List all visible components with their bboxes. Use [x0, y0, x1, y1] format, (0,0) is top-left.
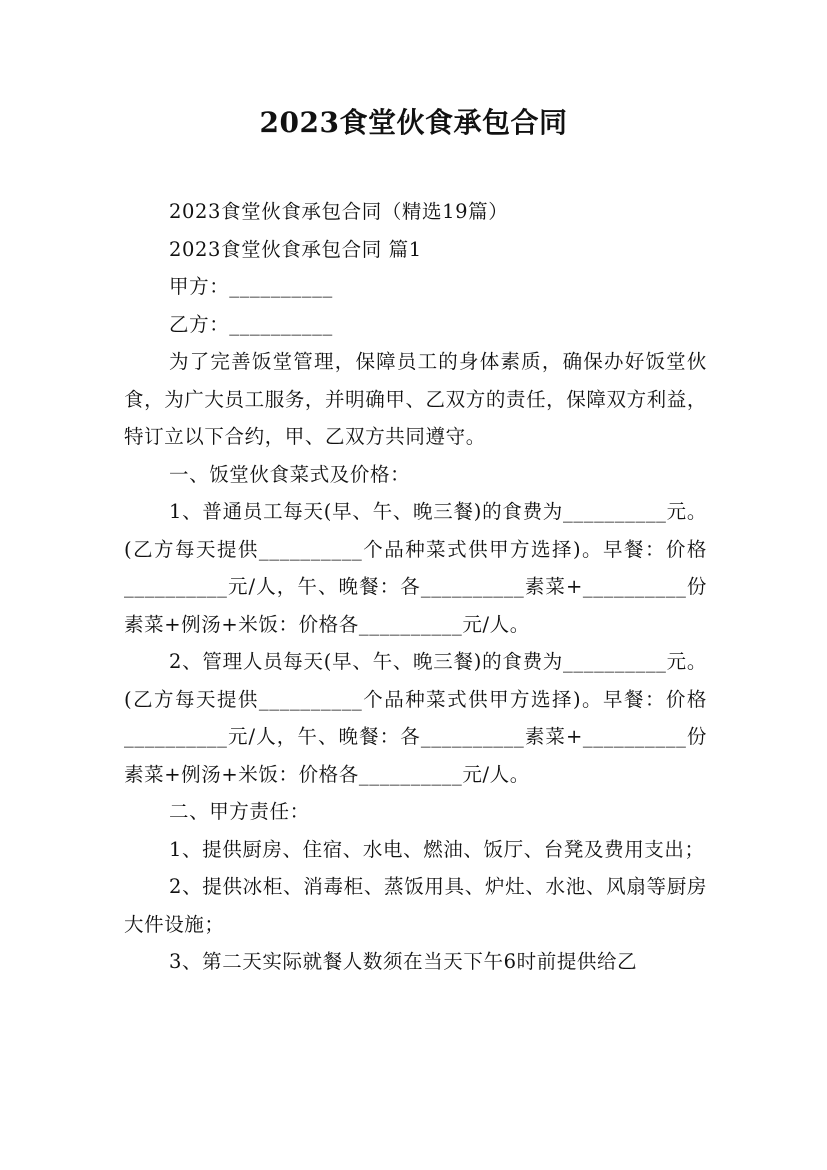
document-body: [124, 193, 707, 981]
section-2-item-1: 1、提供厨房、住宿、水电、燃油、饭厅、台凳及费用支出；: [169, 837, 705, 861]
section-2-item-3: 3、第二天实际就餐人数须在当天下午6时前提供给乙: [169, 950, 638, 973]
intro-paragraph: 为了完善饭堂管理，保障员工的身体素质，确保办好饭堂伙食，为广大员工服务，并明确甲、乙双方的责任，保障双方利益，特订立以下合约，甲、乙双方共同遵守。: [124, 350, 707, 448]
document-title: 2023食堂伙食承包合同: [259, 106, 568, 139]
party-a-line: 甲方：__________: [169, 275, 333, 298]
section-1-heading: 一、饭堂伙食菜式及价格：: [169, 462, 411, 486]
part-heading: 2023食堂伙食承包合同 篇1: [169, 237, 422, 261]
section-2-item-2: 2、提供冰柜、消毒柜、蒸饭用具、炉灶、水池、风扇等厨房大件设施；: [124, 875, 707, 936]
document-subtitle: 2023食堂伙食承包合同（精选19篇）: [169, 200, 509, 223]
section-1-item-2: 2、管理人员每天(早、午、晚三餐)的食费为__________元。(乙方每天提供__________个品种菜式供甲方选择)。早餐：价格 __________元/人，午、晚餐：各__________素菜+__________份素菜+例汤+米饭：价格各__________元/人。: [124, 650, 707, 786]
section-1-item-1: 1、普通员工每天(早、午、晚三餐)的食费为__________元。(乙方每天提供__________个品种菜式供甲方选择)。早餐：价格 __________元/人，午、晚餐：各__________素菜+__________份素菜+例汤+米饭：价格各__________元/人。: [124, 500, 707, 636]
party-b-line: 乙方：__________: [169, 312, 333, 336]
section-2-heading: 二、甲方责任：: [169, 800, 310, 823]
